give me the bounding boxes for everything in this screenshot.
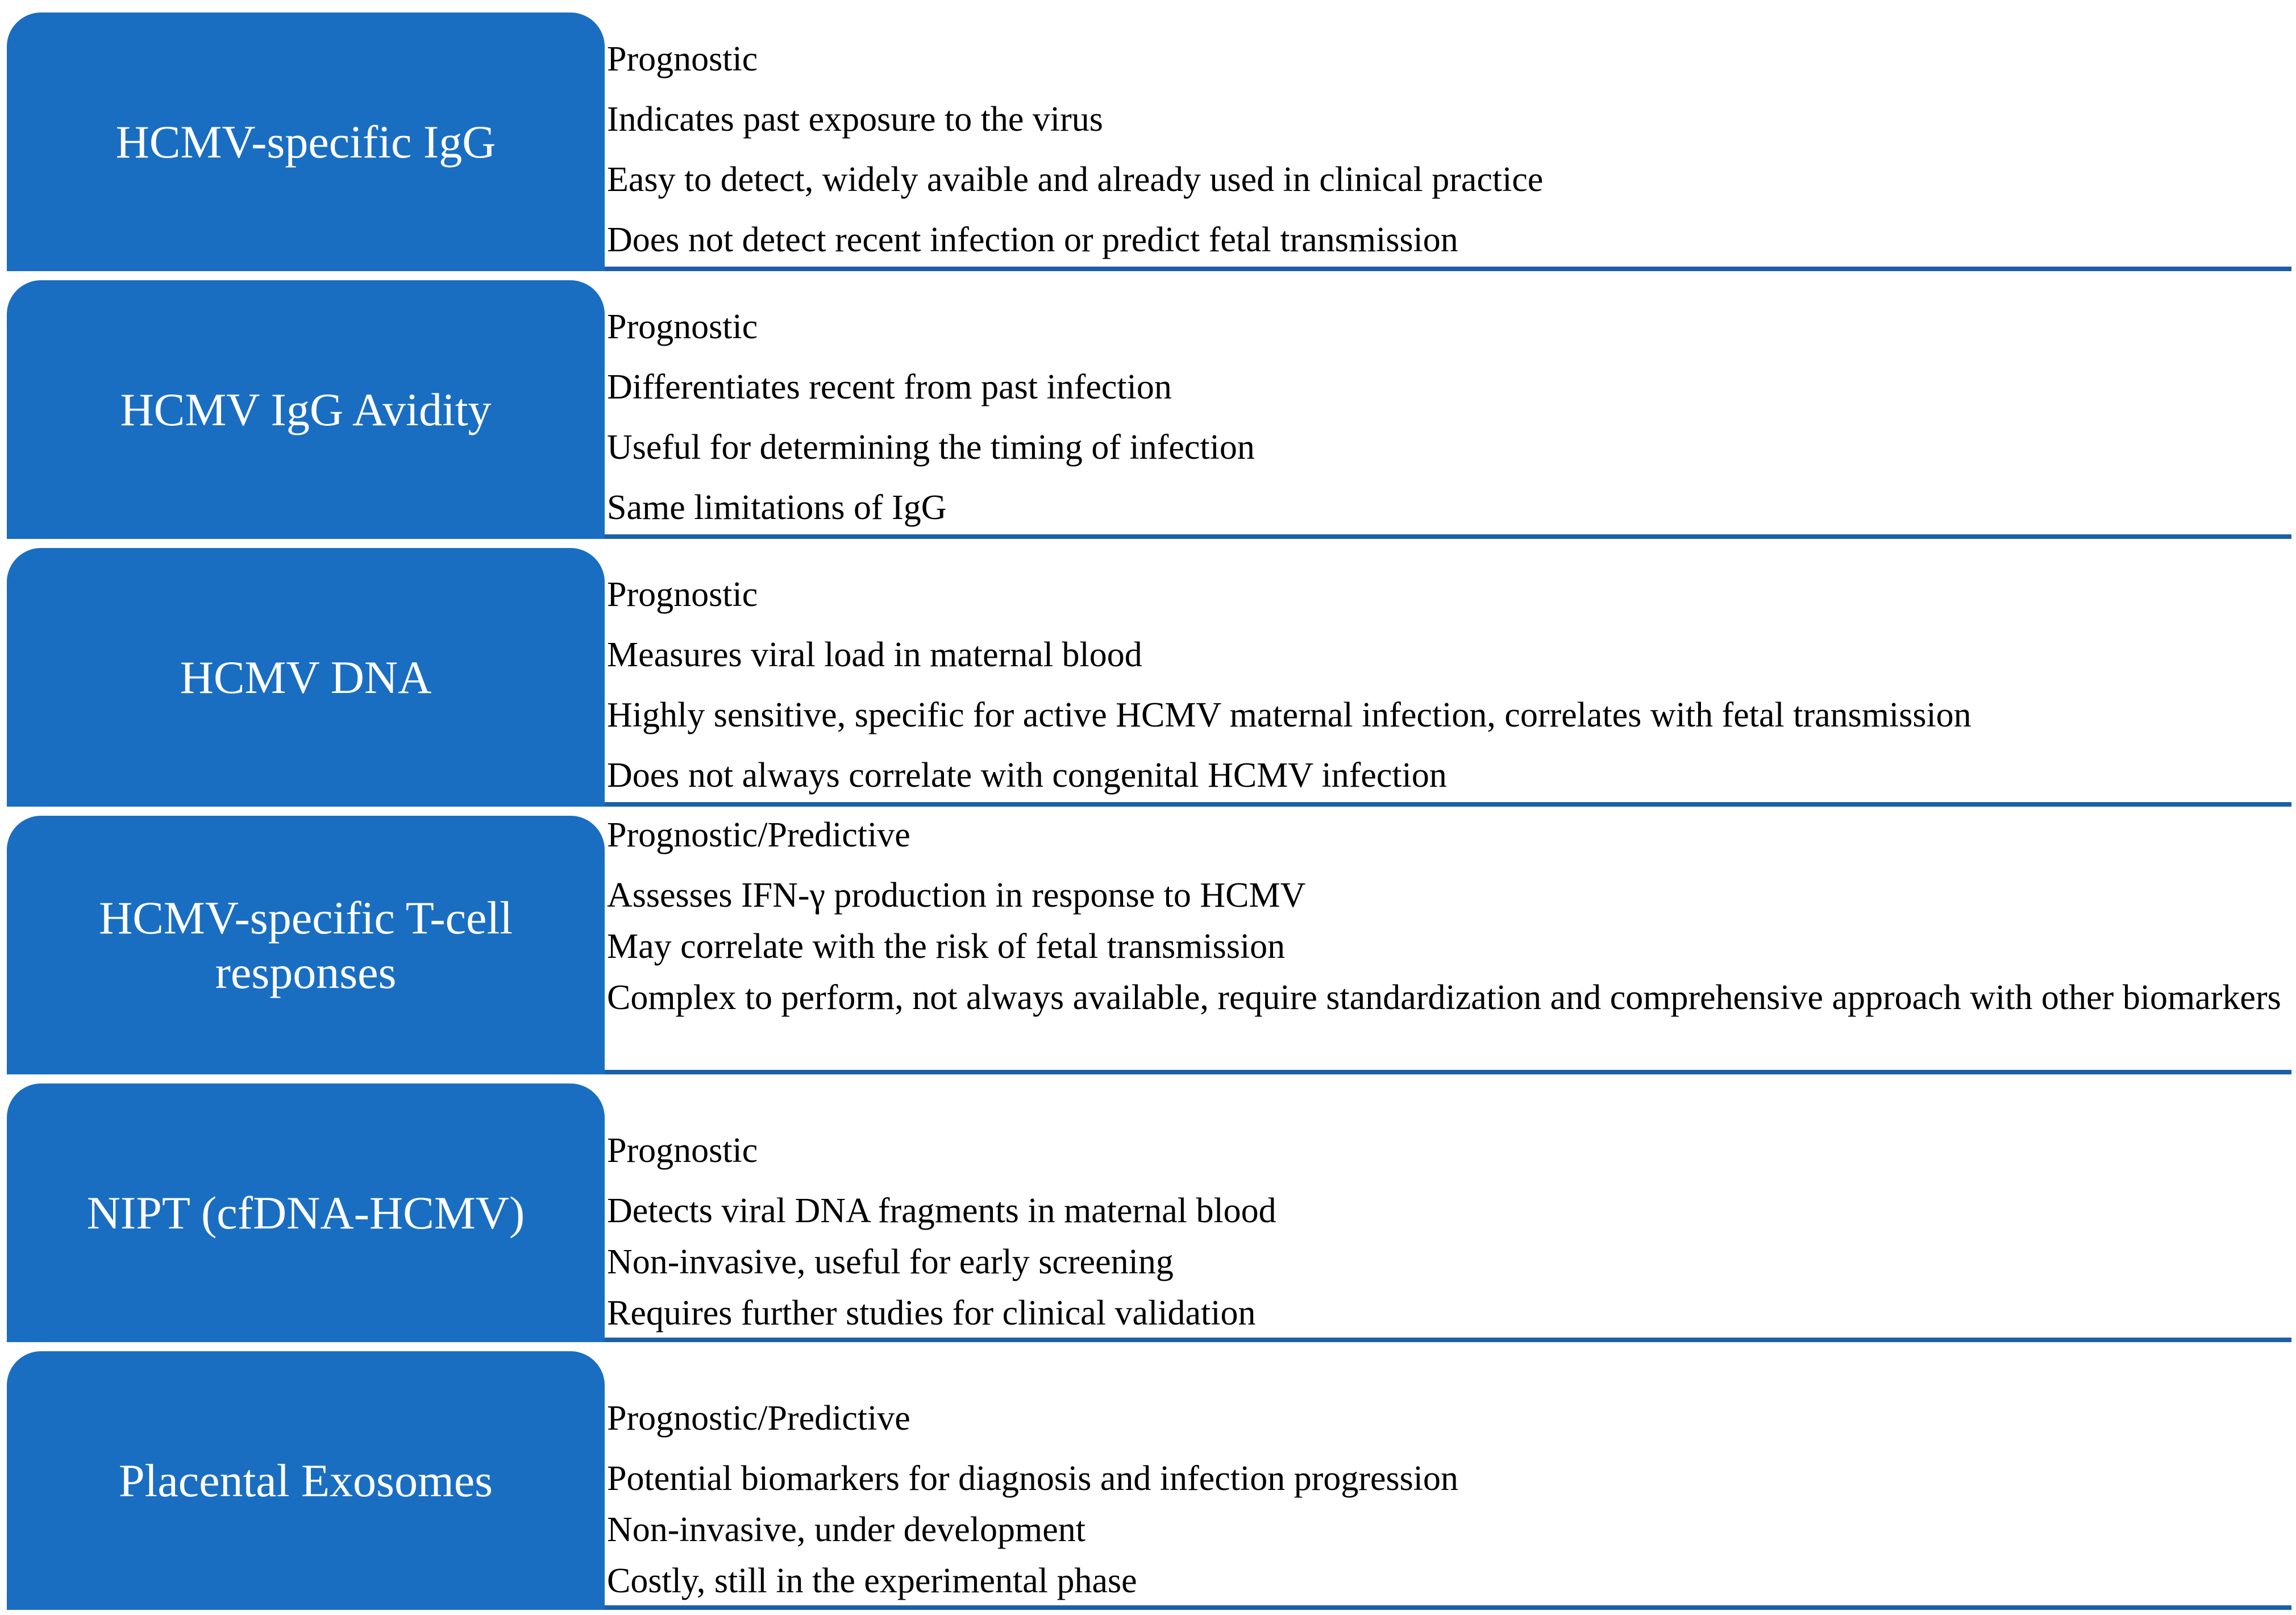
row-label: HCMV DNA (180, 651, 432, 703)
row-label-box (7, 1083, 605, 1342)
row-item: Highly sensitive, specific for active HCMV maternal infection, correlates with fetal transmission (607, 696, 1971, 734)
row-label-box (7, 13, 605, 271)
row-label: HCMV IgG Avidity (120, 383, 492, 435)
row-item: Differentiates recent from past infection (607, 368, 1172, 406)
row-item: Prognostic (607, 40, 758, 78)
row-label: Placental Exosomes (118, 1454, 493, 1506)
row-item: Does not always correlate with congenital HCMV infection (607, 756, 1447, 795)
row-item: May correlate with the risk of fetal transmission (607, 927, 1286, 966)
row-items (607, 1347, 2289, 1605)
biomarker-row-avidity (0, 276, 2296, 544)
row-label: NIPT (cfDNA-HCMV) (86, 1186, 525, 1239)
row-item: Prognostic (607, 1131, 758, 1170)
row-item: Indicates past exposure to the virus (607, 100, 1103, 139)
row-divider (605, 534, 2291, 539)
row-item: Costly, still in the experimental phase (607, 1562, 1137, 1600)
row-item: Prognostic/Predictive (607, 1399, 910, 1438)
row-divider (605, 267, 2291, 271)
row-item: Complex to perform, not always available, require standardization and comprehensive approach with other biomarkers (607, 978, 2281, 1017)
row-label-box (7, 1351, 605, 1610)
row-item: Non-invasive, useful for early screening (607, 1243, 1174, 1281)
row-item: Non-invasive, under development (607, 1510, 1085, 1549)
row-divider (605, 1070, 2291, 1074)
row-item: Assesses IFN-γ production in response to HCMV (607, 876, 1306, 915)
row-divider (605, 1338, 2291, 1342)
biomarker-row-t-cell (0, 811, 2296, 1080)
row-divider (605, 1605, 2291, 1610)
biomarker-row-exosomes (0, 1347, 2296, 1615)
biomarker-row-igg (0, 8, 2296, 276)
row-item: Easy to detect, widely avaible and already used in clinical practice (607, 160, 1544, 199)
row-items (607, 811, 2289, 1070)
row-items (607, 8, 2289, 267)
row-item: Prognostic/Predictive (607, 816, 910, 854)
row-items (607, 276, 2289, 534)
row-label: HCMV-specific T-cell responses (98, 891, 513, 998)
biomarker-row-dna (0, 543, 2296, 812)
row-label-box (7, 816, 605, 1074)
row-items (607, 1079, 2289, 1338)
row-item: Potential biomarkers for diagnosis and infection progression (607, 1459, 1459, 1498)
row-item: Prognostic (607, 308, 758, 346)
row-label: HCMV-specific IgG (115, 115, 496, 168)
row-item: Does not detect recent infection or predict fetal transmission (607, 221, 1458, 259)
row-item: Same limitations of IgG (607, 488, 947, 527)
row-label-box (7, 280, 605, 539)
row-divider (605, 802, 2291, 807)
row-item: Requires further studies for clinical validation (607, 1294, 1256, 1332)
biomarker-row-nipt (0, 1079, 2296, 1347)
row-label-box (7, 548, 605, 807)
row-item: Useful for determining the timing of infection (607, 428, 1255, 467)
row-item: Detects viral DNA fragments in maternal blood (607, 1191, 1276, 1230)
row-item: Measures viral load in maternal blood (607, 636, 1142, 674)
row-item: Prognostic (607, 575, 758, 614)
row-items (607, 543, 2289, 802)
